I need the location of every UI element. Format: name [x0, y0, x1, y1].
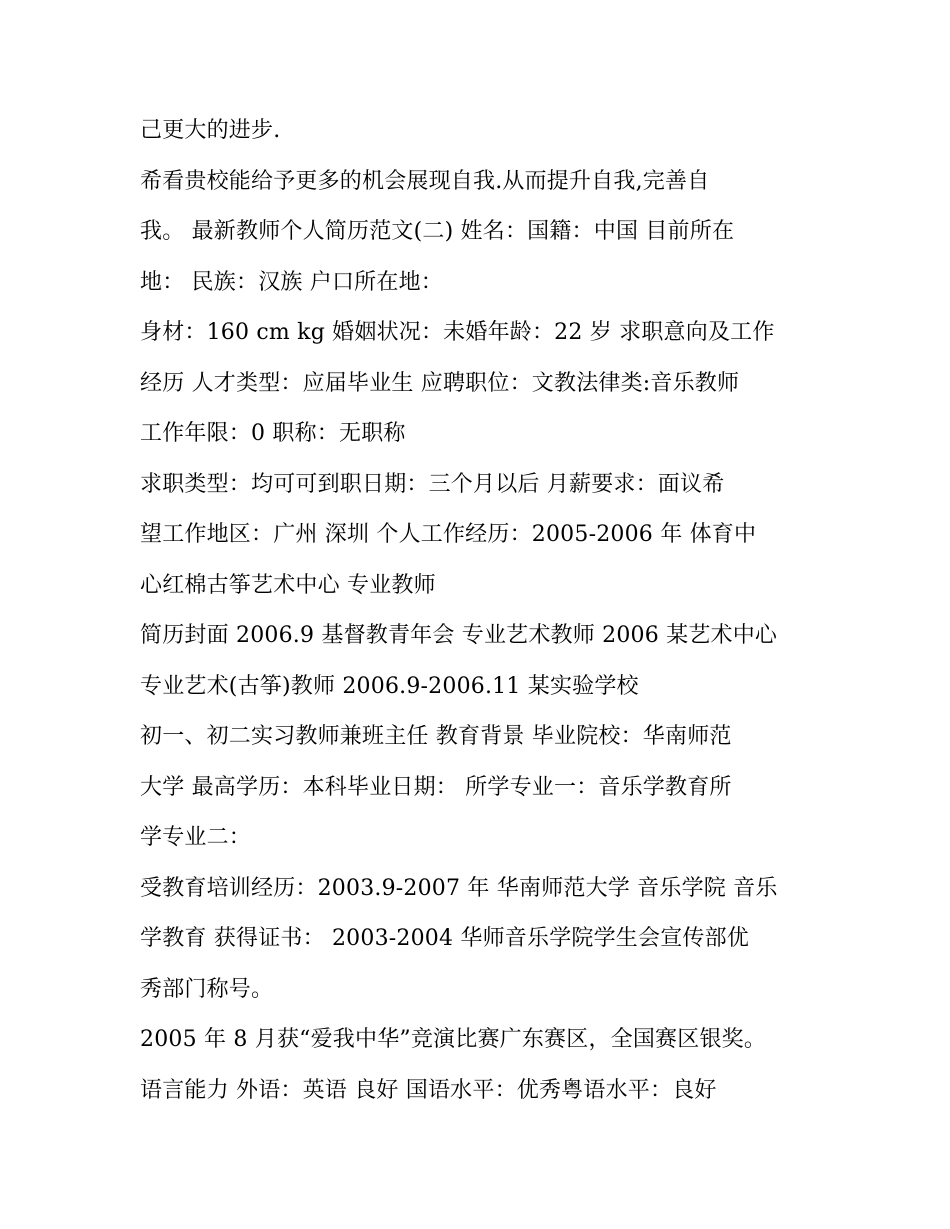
text-line: 初一、初二实习教师兼班主任 教育背景 毕业院校：华南师范: [140, 724, 732, 749]
text-line: 身材：160 cm kg 婚姻状况：未婚年龄：22 岁 求职意向及工作: [140, 320, 775, 345]
text-line: 求职类型：均可可到职日期：三个月以后 月薪要求：面议希: [140, 471, 725, 497]
text-line: 简历封面 2006.9 基督教青年会 专业艺术教师 2006 某艺术中心: [140, 623, 778, 648]
text-line: 大学 最高学历：本科毕业日期： 所学专业一：音乐学教育所: [140, 774, 732, 800]
text-line: 学教育 获得证书： 2003-2004 华师音乐学院学生会宣传部优: [140, 926, 749, 951]
text-line: 秀部门称号。: [140, 976, 274, 1002]
text-line: 地： 民族：汉族 户口所在地：: [140, 269, 443, 295]
text-line: 语言能力 外语：英语 良好 国语水平：优秀粤语水平：良好: [140, 1077, 717, 1103]
text-line: 望工作地区：广州 深圳 个人工作经历：2005-2006 年 体育中: [140, 522, 757, 547]
text-line: 工作年限：0 职称：无职称: [140, 421, 406, 446]
text-line: 专业艺术(古筝)教师 2006.9-2006.11 某实验学校: [140, 673, 639, 699]
text-line: 希看贵校能给予更多的机会展现自我.从而提升自我,完善自: [140, 168, 710, 194]
document-body-text: [140, 106, 820, 1116]
text-line: 己更大的进步.: [140, 118, 281, 143]
text-line: 受教育培训经历：2003.9-2007 年 华南师范大学 音乐学院 音乐: [140, 875, 778, 901]
text-line: 心红棉古筝艺术中心 专业教师: [140, 572, 436, 598]
text-line: 我。 最新教师个人简历范文(二) 姓名：国籍：中国 目前所在: [140, 219, 735, 244]
text-line: 2005 年 8 月获“爱我中华”竞演比赛广东赛区，全国赛区银奖。: [140, 1027, 767, 1052]
text-line: 学专业二：: [140, 825, 252, 850]
text-line: 经历 人才类型：应届毕业生 应聘职位：文教法律类:音乐教师: [140, 370, 740, 396]
